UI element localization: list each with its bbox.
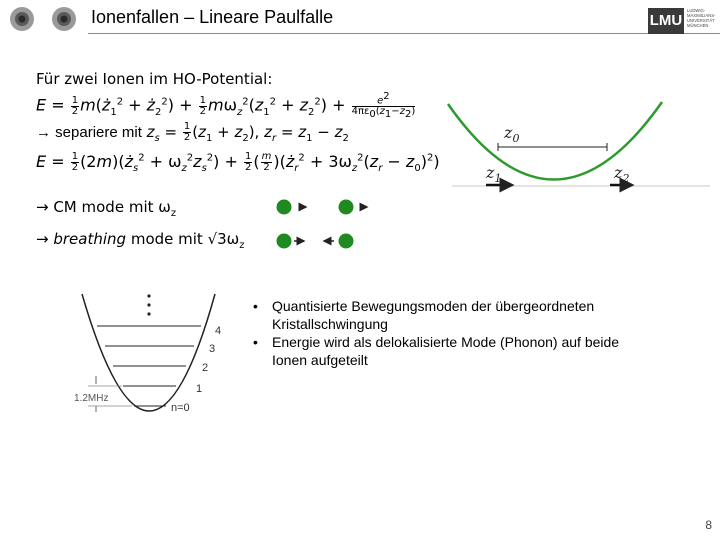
level-label-1: 1 (196, 383, 203, 395)
bullet-item: • Quantisierte Bewegungsmoden der übergeordneten Kristallschwingung (253, 298, 595, 332)
page-number: 8 (705, 518, 712, 532)
z0-label: $z_0$ (504, 123, 520, 145)
lmu-logo-mark: LMU (648, 8, 684, 34)
bullet-dot-icon: • (253, 334, 258, 350)
slide-title: Ionenfallen – Lineare Paulfalle (91, 7, 334, 27)
lmu-logo (648, 8, 718, 36)
cm-ion-2 (339, 200, 354, 215)
mode-diagram (268, 190, 378, 256)
intro-text: Für zwei Ionen im HO-Potential: (36, 70, 273, 88)
bullet-item: • Energie wird als delokalisierte Mode (Phonon) auf beide Ionen aufgeteilt (253, 334, 620, 368)
breathing-mode-text: → breathing mode mit $√3\omega_z$ (36, 230, 245, 251)
breathing-ion-1 (277, 234, 292, 249)
breathing-ion-2 (339, 234, 354, 249)
level-label-4: 4 (215, 325, 222, 337)
energy-equation-2: E = $\frac{1}{2}$ $(2m)(ż_s^2 + \omega_z^2z_s^2)$ + $\frac{1}{2}$ ( $\frac{m}{2}$ )$(ż_r^2 + 3\omega_z^2(z_r - z_0)^2)$ (36, 151, 440, 175)
level-label-2: 2 (202, 362, 209, 374)
level-label-0: n=0 (171, 402, 190, 414)
spacing-label: 1.2MHz (74, 393, 109, 404)
energy-levels-diagram (70, 288, 240, 423)
level-label-3: 3 (209, 343, 216, 355)
z1-label: $z_1$ (486, 163, 502, 185)
ellipsis-dots (147, 294, 150, 315)
bullet-dot-icon: • (253, 298, 258, 314)
separation-equation: → separiere mit $z_s$ = $\frac{1}{2}$ $(z_1 + z_2)$, $z_r = z_1 - z_2$ (36, 121, 349, 144)
cm-mode-text: → CM mode mit $\omega_z$ (36, 198, 177, 219)
energy-equation-1: E = $\frac{1}{2}$ $m(ż_1^2$ + $ż_2^2$) + $\frac{1}{2}$ $m\omega_z^2(z_1^2 + z_2^2)$ + $\frac{e^2}{4\pi\varepsilon_0(z_1-z_2)}$ (36, 91, 416, 121)
ion-trap-logo (2, 4, 84, 34)
z2-label: $z_2$ (614, 163, 630, 185)
lmu-logo-subtext: LUDWIG- MAXIMILIANS- UNIVERSITÄT MÜNCHEN (687, 8, 716, 28)
potential-curve (448, 102, 662, 180)
separation-label: → separiere mit (36, 124, 142, 141)
cm-ion-1 (277, 200, 292, 215)
bullet-list (250, 297, 630, 369)
harmonic-potential-diagram (442, 96, 710, 198)
header-divider (88, 33, 720, 34)
